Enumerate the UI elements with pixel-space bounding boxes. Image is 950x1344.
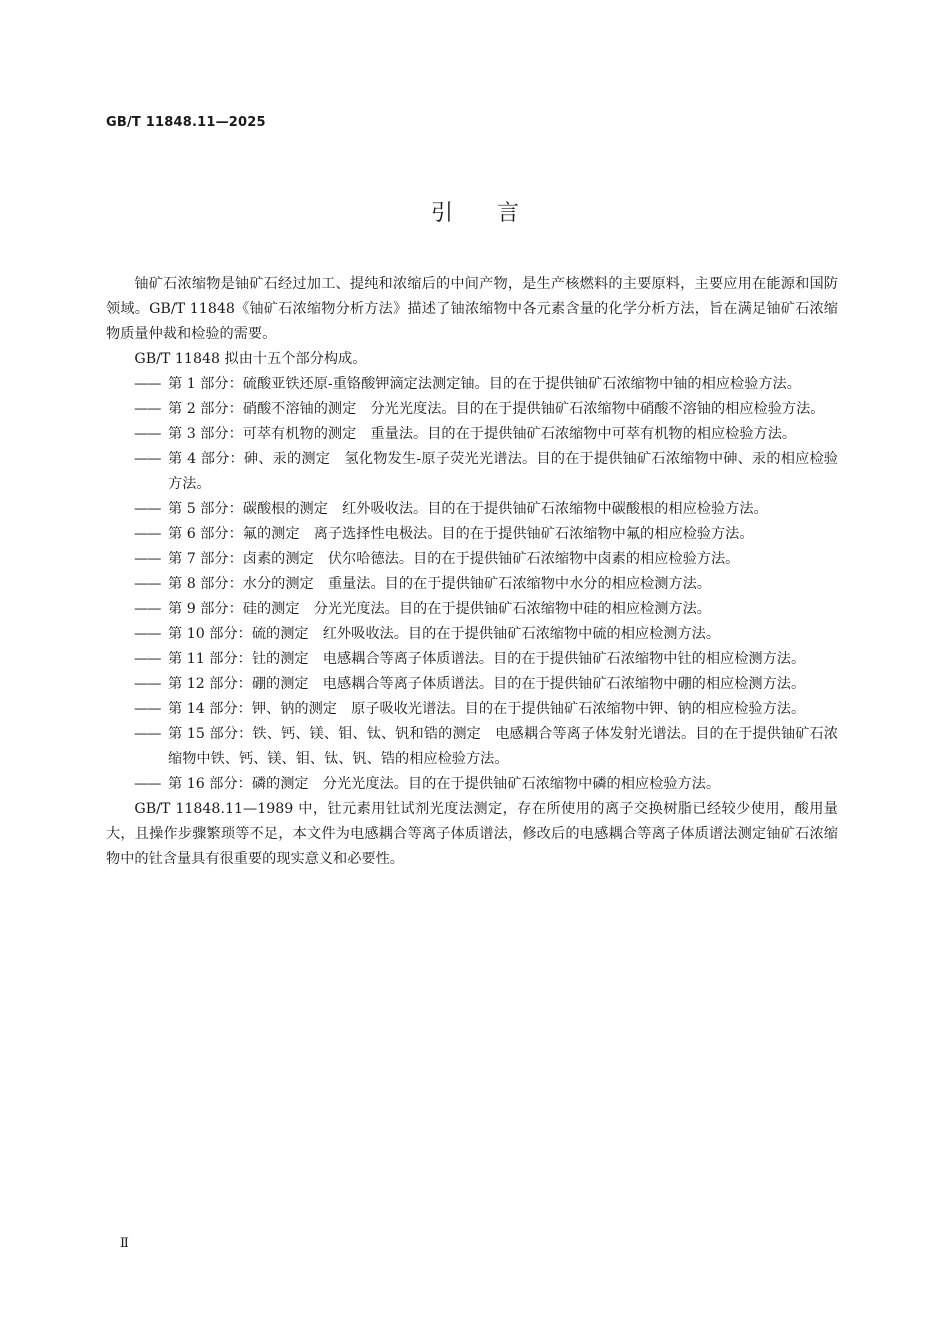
dash-marker: ——: [134, 451, 161, 467]
page-number: Ⅱ: [120, 1236, 129, 1251]
dash-marker: ——: [134, 726, 161, 742]
dash-marker: ——: [134, 426, 161, 442]
list-item: [106, 672, 838, 697]
list-item-text: 第 12 部分：硼的测定 电感耦合等离子体质谱法。目的在于提供铀矿石浓缩物中硼的相应检测方法。: [168, 676, 806, 692]
list-item-text: 第 5 部分：碳酸根的测定 红外吸收法。目的在于提供铀矿石浓缩物中碳酸根的相应检验方法。: [168, 501, 768, 517]
list-item-text: 第 16 部分：磷的测定 分光光度法。目的在于提供铀矿石浓缩物中磷的相应检验方法。: [168, 776, 721, 792]
list-item: [106, 497, 838, 522]
list-item-text: 第 9 部分：硅的测定 分光光度法。目的在于提供铀矿石浓缩物中硅的相应检测方法。: [168, 601, 711, 617]
dash-marker: ——: [134, 401, 161, 417]
dash-marker: ——: [134, 376, 161, 392]
dash-marker: ——: [134, 551, 161, 567]
list-item: [106, 572, 838, 597]
list-item: [106, 547, 838, 572]
list-item-text: 第 8 部分：水分的测定 重量法。目的在于提供铀矿石浓缩物中水分的相应检测方法。: [168, 576, 711, 592]
intro-paragraph: 铀矿石浓缩物是铀矿石经过加工、提纯和浓缩后的中间产物，是生产核燃料的主要原料，主要应用在能源和国防领域。GB/T 11848《铀矿石浓缩物分析方法》描述了铀浓缩物中各元素含量的化学分析方法，旨在满足铀矿石浓缩物质量仲裁和检验的需要。: [106, 276, 838, 342]
list-item-text: 第 11 部分：钍的测定 电感耦合等离子体质谱法。目的在于提供铀矿石浓缩物中钍的相应检测方法。: [168, 651, 806, 667]
list-item: [106, 447, 838, 497]
list-item-text: 第 7 部分：卤素的测定 伏尔哈德法。目的在于提供铀矿石浓缩物中卤素的相应检验方法。: [168, 551, 740, 567]
parts-list: [106, 372, 838, 797]
list-item-text: 第 10 部分：硫的测定 红外吸收法。目的在于提供铀矿石浓缩物中硫的相应检测方法。: [168, 626, 721, 642]
dash-marker: ——: [134, 501, 161, 517]
page-title: 引言: [430, 201, 563, 226]
list-item: [106, 722, 838, 772]
list-item: [106, 397, 838, 422]
dash-marker: ——: [134, 676, 161, 692]
dash-marker: ——: [134, 701, 161, 717]
dash-marker: ——: [134, 526, 161, 542]
dash-marker: ——: [134, 651, 161, 667]
list-item-text: 第 6 部分：氟的测定 离子选择性电极法。目的在于提供铀矿石浓缩物中氟的相应检验方法。: [168, 526, 754, 542]
list-item-text: 第 3 部分：可萃有机物的测定 重量法。目的在于提供铀矿石浓缩物中可萃有机物的相应检验方法。: [168, 426, 797, 442]
list-item: [106, 597, 838, 622]
dash-marker: ——: [134, 626, 161, 642]
list-item-text: 第 14 部分：钾、钠的测定 原子吸收光谱法。目的在于提供铀矿石浓缩物中钾、钠的相应检验方法。: [168, 701, 806, 717]
list-item: [106, 772, 838, 797]
main-content: [106, 272, 838, 872]
dash-marker: ——: [134, 776, 161, 792]
closing-paragraph: GB/T 11848.11—1989 中，钍元素用钍试剂光度法测定，存在所使用的离子交换树脂已经较少使用，酸用量大，且操作步骤繁琐等不足，本文件为电感耦合等离子体质谱法，修改后的电感耦合等离子体质谱法测定铀矿石浓缩物中的钍含量具有很重要的现实意义和必要性。: [106, 801, 838, 867]
document-code: GB/T 11848.11—2025: [106, 115, 266, 130]
list-item: [106, 522, 838, 547]
list-item: [106, 697, 838, 722]
list-item-text: 第 1 部分：硫酸亚铁还原-重铬酸钾滴定法测定铀。目的在于提供铀矿石浓缩物中铀的相应检验方法。: [168, 376, 801, 392]
list-item-text: 第 15 部分：铁、钙、镁、钼、钛、钒和锆的测定 电感耦合等离子体发射光谱法。目的在于提供铀矿石浓缩物中铁、钙、镁、钼、钛、钒、锆的相应检验方法。: [168, 726, 838, 767]
list-item: [106, 647, 838, 672]
list-item-text: 第 4 部分：砷、汞的测定 氢化物发生-原子荧光光谱法。目的在于提供铀矿石浓缩物中砷、汞的相应检验方法。: [168, 451, 838, 492]
list-item: [106, 622, 838, 647]
list-item-text: 第 2 部分：硝酸不溶铀的测定 分光光度法。目的在于提供铀矿石浓缩物中硝酸不溶铀的相应检验方法。: [168, 401, 825, 417]
list-item: [106, 422, 838, 447]
list-item: [106, 372, 838, 397]
parts-count-paragraph: GB/T 11848 拟由十五个部分构成。: [134, 351, 367, 367]
dash-marker: ——: [134, 576, 161, 592]
dash-marker: ——: [134, 601, 161, 617]
